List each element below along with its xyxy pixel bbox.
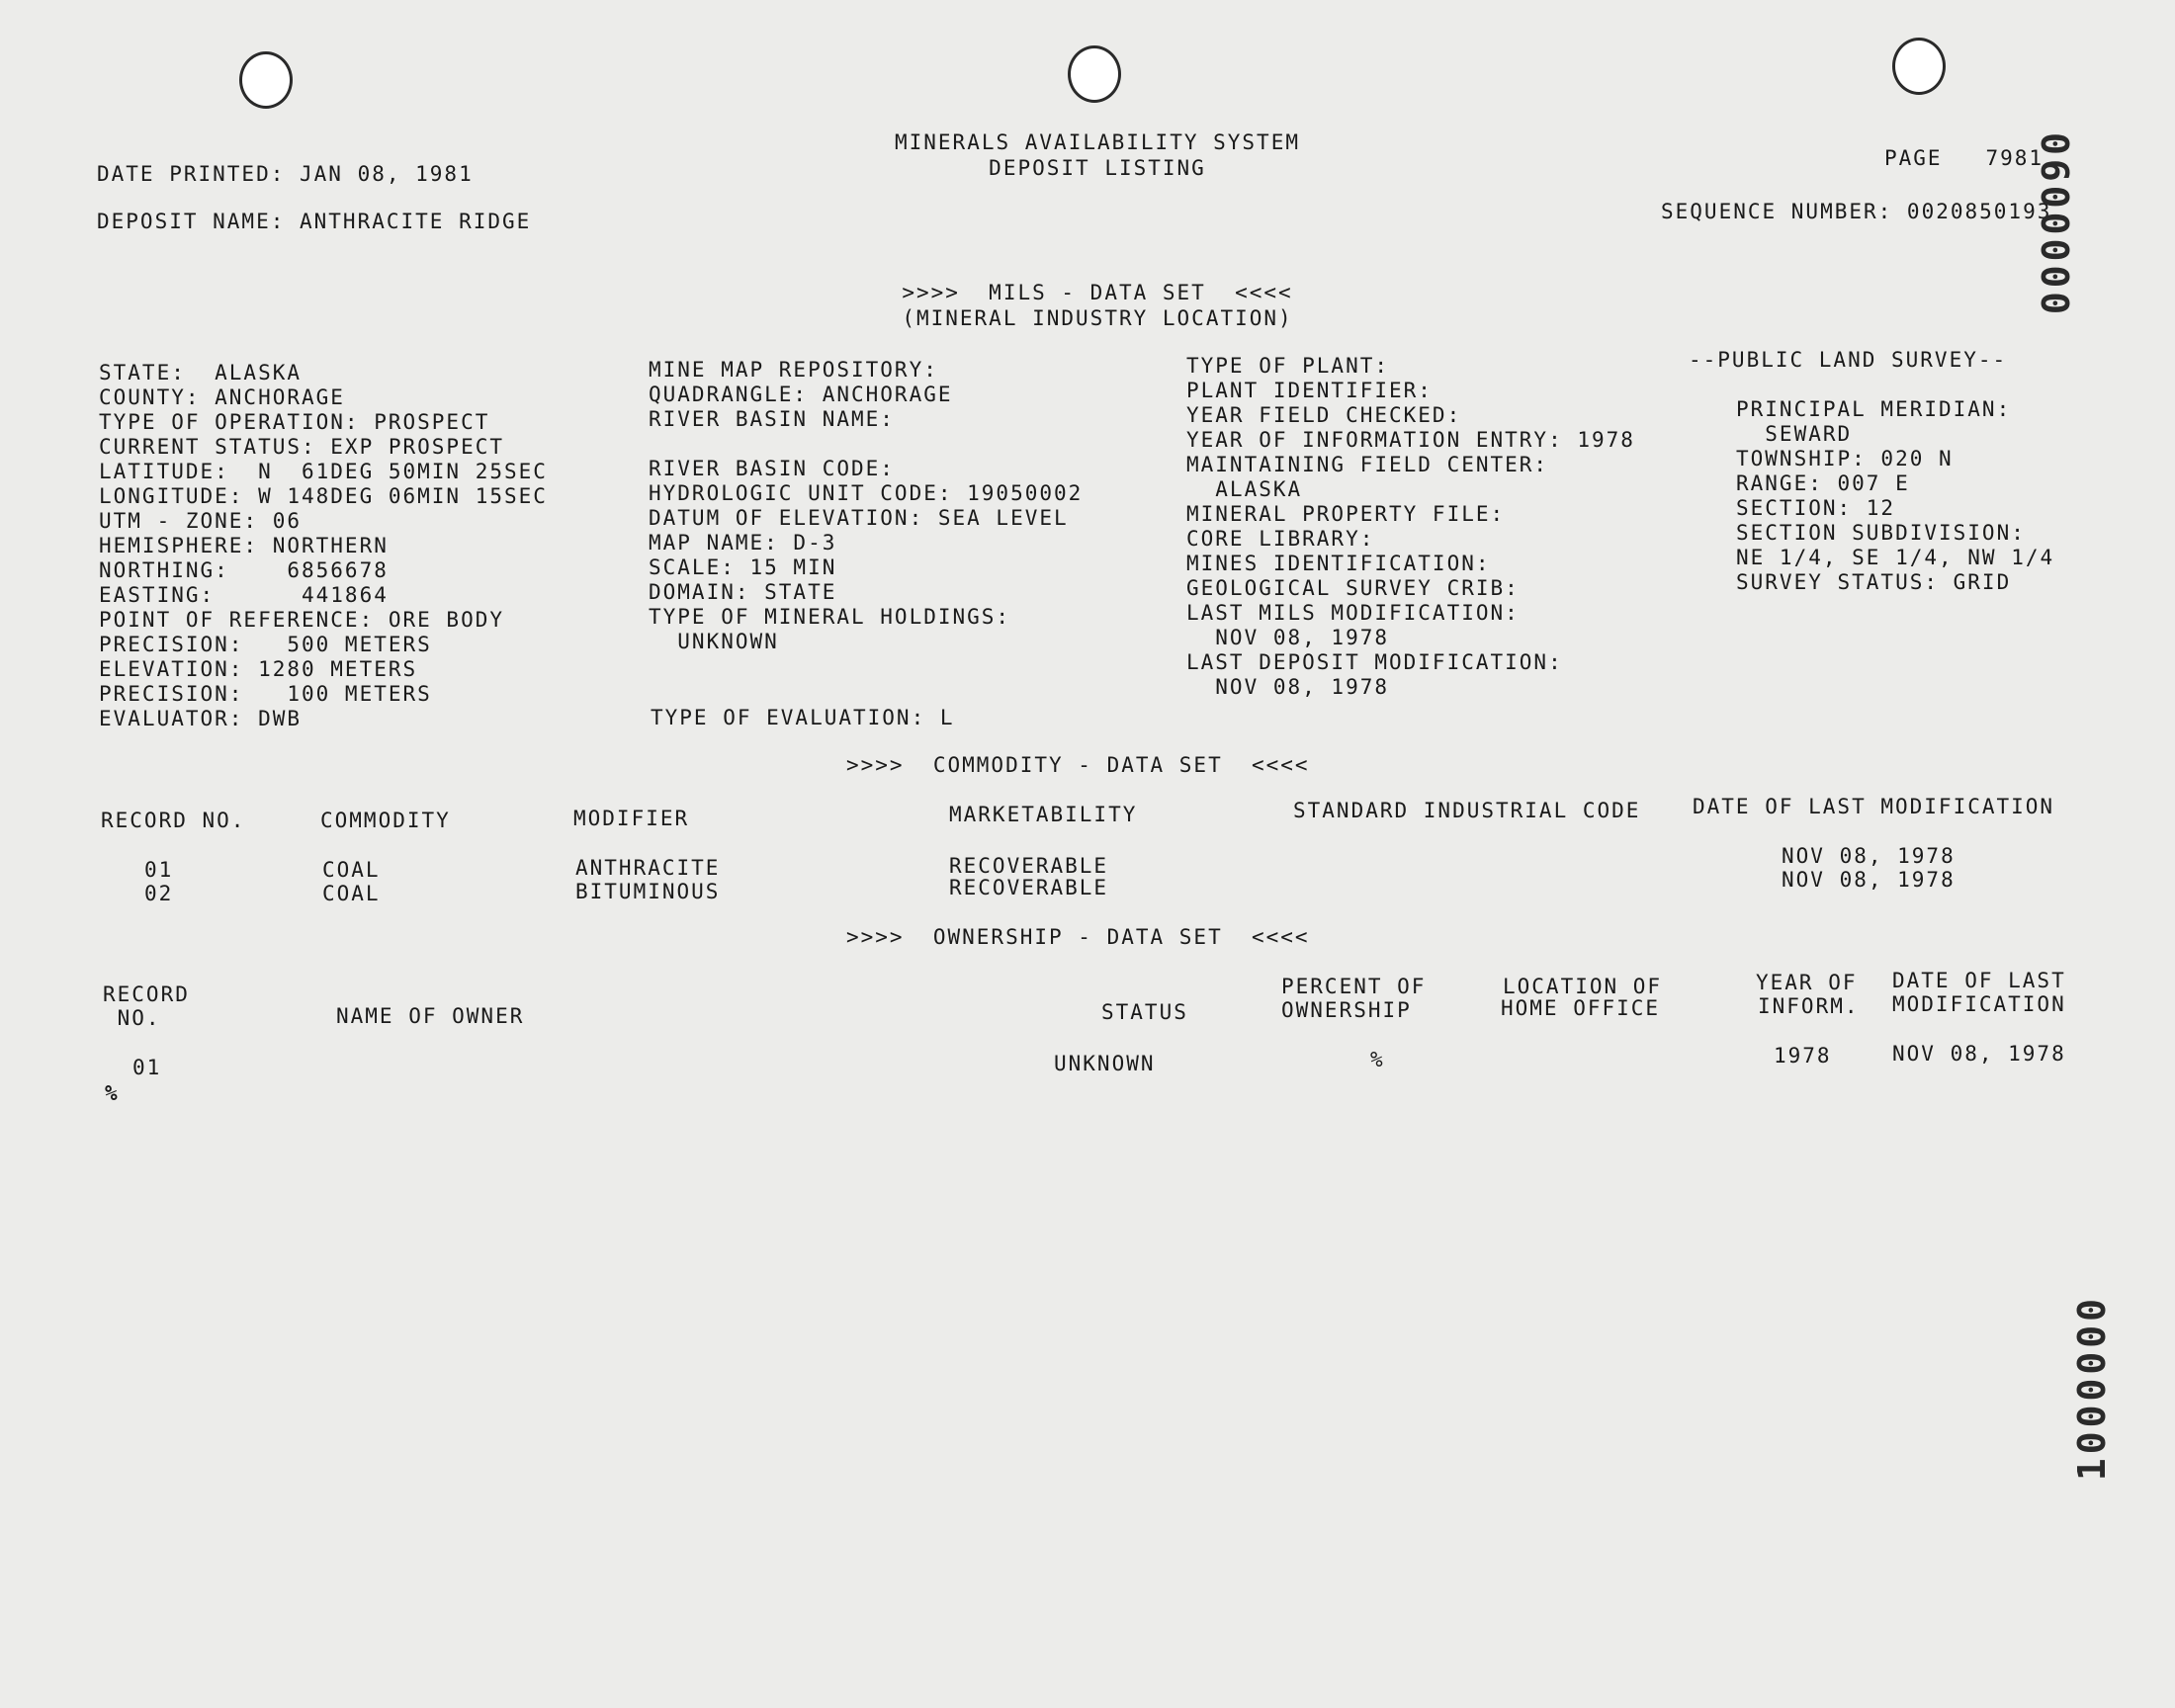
field-line: RIVER BASIN NAME: [649,407,895,431]
field-line: TYPE OF PLANT: [1186,354,1390,378]
field-line: NE 1/4, SE 1/4, NW 1/4 [1736,546,2055,569]
ownership-header-status: STATUS [1101,1000,1188,1024]
field-line: SCALE: 15 MIN [649,555,837,579]
commodity-cell-commodity: COAL [322,882,381,905]
ownership-header-percent: PERCENT OF [1281,975,1427,998]
field-line: TYPE OF MINERAL HOLDINGS: [649,605,1011,629]
commodity-header-marketability: MARKETABILITY [949,803,1138,826]
field-line: NOV 08, 1978 [1186,675,1390,699]
field-line: EASTING: 441864 [99,583,389,607]
ownership-header-date: MODIFICATION [1892,992,2066,1016]
field-line: STATE: ALASKA [99,361,303,384]
field-line: TOWNSHIP: 020 N [1736,447,1954,470]
field-line: MAP NAME: D-3 [649,531,837,555]
mils-column-location [99,361,548,731]
field-line: PRECISION: 100 METERS [99,682,432,706]
mils-column-plant [1186,354,1635,700]
deposit-name: DEPOSIT NAME: ANTHRACITE RIDGE [97,210,532,233]
page-number: PAGE 7981 [1884,146,2044,170]
ownership-cell-date: NOV 08, 1978 [1892,1042,2066,1066]
ownership-header-date: DATE OF LAST [1892,969,2066,992]
commodity-cell-record: 02 [144,882,174,905]
field-line: SURVEY STATUS: GRID [1736,570,2012,594]
system-title: MINERALS AVAILABILITY SYSTEM [894,130,1300,154]
commodity-header-date: DATE OF LAST MODIFICATION [1693,795,2055,818]
commodity-cell-record: 01 [144,858,174,882]
field-line: PRINCIPAL MERIDIAN: [1736,397,2012,421]
ownership-header-year: YEAR OF [1756,971,1858,994]
commodity-cell-modifier: ANTHRACITE [575,856,721,880]
commodity-section-title: >>>> COMMODITY - DATA SET <<<< [846,753,1310,777]
field-line: UTM - ZONE: 06 [99,509,303,533]
field-line: LONGITUDE: W 148DEG 06MIN 15SEC [99,484,548,508]
field-line: ALASKA [1186,477,1303,501]
field-line: MINERAL PROPERTY FILE: [1186,502,1506,526]
field-line: GEOLOGICAL SURVEY CRIB: [1186,576,1520,600]
commodity-header-sic: STANDARD INDUSTRIAL CODE [1293,799,1641,822]
public-land-survey-title: --PUBLIC LAND SURVEY-- [1689,348,2008,372]
ownership-header-year: INFORM. [1758,994,1860,1018]
mils-column-land-survey [1736,397,2054,595]
commodity-header-record: RECORD NO. [101,809,246,832]
ownership-cell-record: 01 [132,1056,162,1079]
index-stamp-top: 0000090 [2035,128,2078,315]
field-line: YEAR OF INFORMATION ENTRY: 1978 [1186,428,1635,452]
field-line: PLANT IDENTIFIER: [1186,379,1433,402]
mils-column-map [649,358,1083,654]
field-line: SEWARD [1736,422,1853,446]
field-line: CORE LIBRARY: [1186,527,1375,551]
field-line: MAINTAINING FIELD CENTER: [1186,453,1549,476]
ownership-header-record: RECORD [103,982,190,1006]
punch-hole [1068,45,1121,103]
field-line: ELEVATION: 1280 METERS [99,657,418,681]
ownership-header-record: NO. [103,1006,161,1030]
listing-title: DEPOSIT LISTING [989,156,1206,180]
field-line: MINES IDENTIFICATION: [1186,552,1491,575]
field-line: MINE MAP REPOSITORY: [649,358,938,382]
field-line: PRECISION: 500 METERS [99,633,432,656]
field-line: POINT OF REFERENCE: ORE BODY [99,608,505,632]
ownership-section-title: >>>> OWNERSHIP - DATA SET <<<< [846,925,1310,949]
field-line: YEAR FIELD CHECKED: [1186,403,1462,427]
mils-section-title: >>>> MILS - DATA SET <<<< [902,281,1293,304]
field-line: RIVER BASIN CODE: [649,457,895,480]
commodity-cell-marketability: RECOVERABLE [949,854,1109,878]
field-line: SECTION: 12 [1736,496,1896,520]
sequence-number: SEQUENCE NUMBER: 0020850193 [1661,200,2052,223]
field-line: EVALUATOR: DWB [99,707,303,730]
ownership-header-location: LOCATION OF [1503,975,1663,998]
field-line: HEMISPHERE: NORTHERN [99,534,389,557]
commodity-cell-modifier: BITUMINOUS [575,880,721,903]
field-line: CURRENT STATUS: EXP PROSPECT [99,435,505,459]
field-line: COUNTY: ANCHORAGE [99,385,345,409]
ownership-cell-percent: % [1370,1048,1385,1071]
field-line: NORTHING: 6856678 [99,558,389,582]
commodity-header-commodity: COMMODITY [320,809,451,832]
field-line: SECTION SUBDIVISION: [1736,521,2026,545]
field-line: UNKNOWN [649,630,779,653]
field-line: TYPE OF OPERATION: PROSPECT [99,410,490,434]
date-printed: DATE PRINTED: JAN 08, 1981 [97,162,474,186]
field-line: DATUM OF ELEVATION: SEA LEVEL [649,506,1069,530]
field-line: LATITUDE: N 61DEG 50MIN 25SEC [99,460,548,483]
commodity-cell-marketability: RECOVERABLE [949,876,1109,899]
ownership-header-percent: OWNERSHIP [1281,998,1412,1022]
field-line: QUADRANGLE: ANCHORAGE [649,383,953,406]
field-line: LAST DEPOSIT MODIFICATION: [1186,650,1563,674]
field-line: LAST MILS MODIFICATION: [1186,601,1520,625]
mils-section-subtitle: (MINERAL INDUSTRY LOCATION) [902,306,1293,330]
field-line: NOV 08, 1978 [1186,626,1390,649]
field-line: RANGE: 007 E [1736,471,1910,495]
index-stamp-bottom: 1000000 [2070,1295,2114,1482]
type-of-evaluation: TYPE OF EVALUATION: L [651,706,955,729]
ownership-cell-status: UNKNOWN [1054,1052,1156,1075]
commodity-cell-date: NOV 08, 1978 [1782,844,1956,868]
field-line: HYDROLOGIC UNIT CODE: 19050002 [649,481,1084,505]
punch-hole [239,51,293,109]
field-line [649,432,1083,457]
commodity-cell-date: NOV 08, 1978 [1782,868,1956,892]
record-terminator: % [105,1081,120,1105]
ownership-cell-year: 1978 [1774,1044,1832,1068]
commodity-cell-commodity: COAL [322,858,381,882]
ownership-header-owner: NAME OF OWNER [336,1004,525,1028]
commodity-header-modifier: MODIFIER [573,807,690,830]
field-line: DOMAIN: STATE [649,580,837,604]
ownership-header-location: HOME OFFICE [1501,996,1661,1020]
punch-hole [1892,38,1946,95]
